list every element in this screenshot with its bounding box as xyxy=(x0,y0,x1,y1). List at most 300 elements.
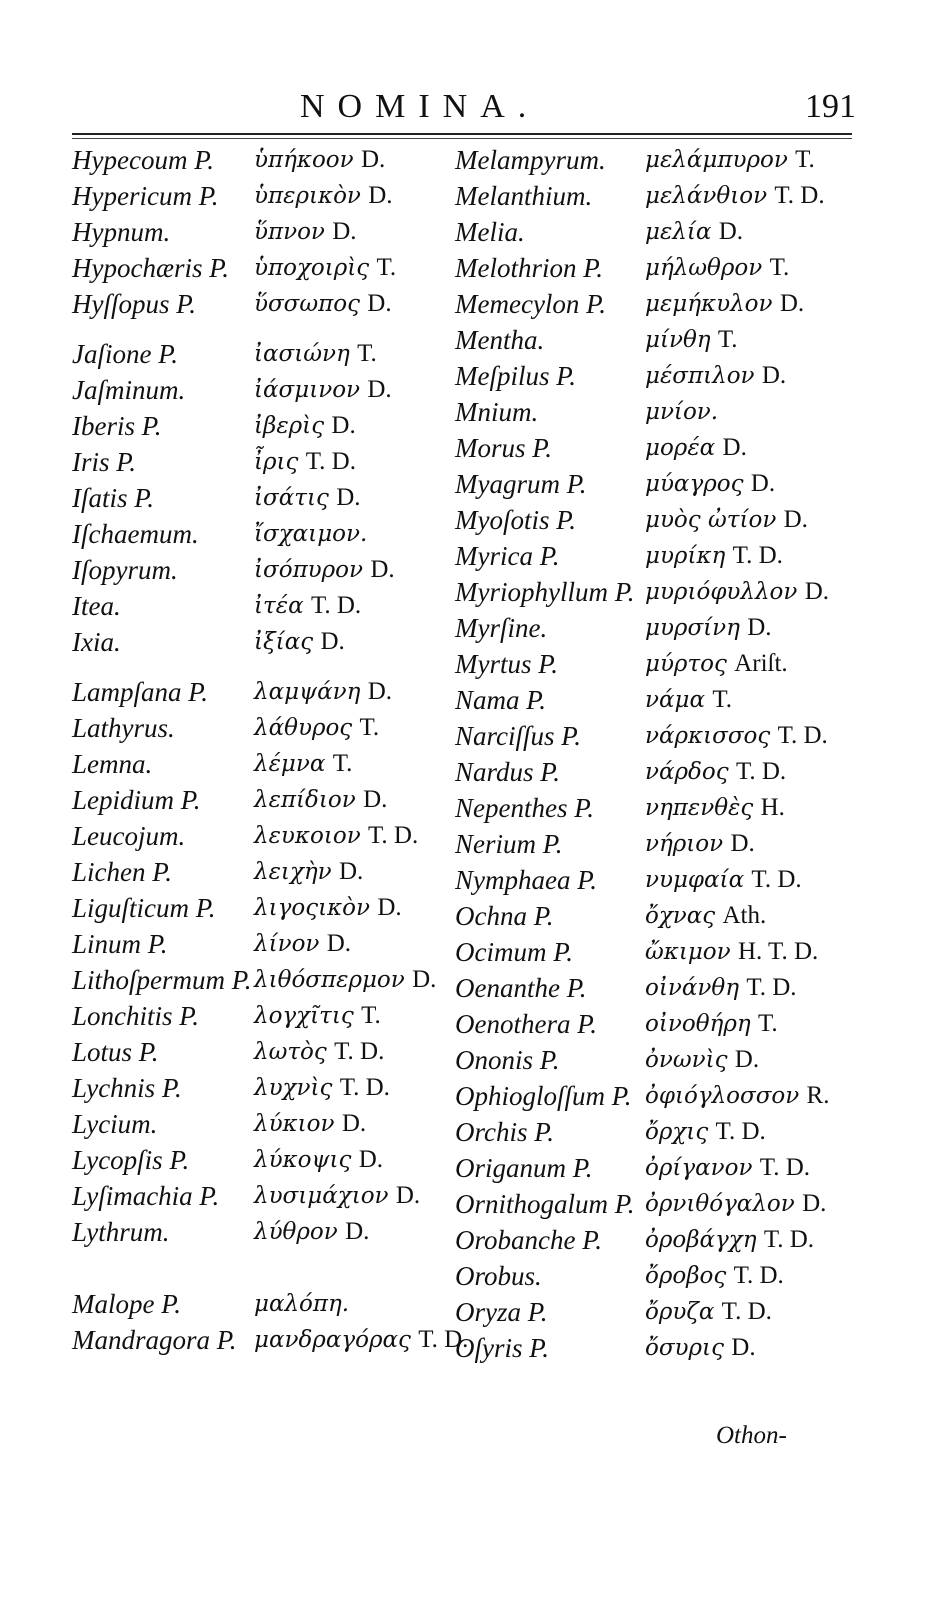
entry-row xyxy=(455,1078,855,1114)
latin-name: Lathyrus. xyxy=(72,713,175,743)
greek-name xyxy=(254,624,345,660)
latin-name: Origanum P. xyxy=(455,1153,593,1183)
latin-name: Iſopyrum. xyxy=(72,555,178,585)
entry-row xyxy=(455,862,855,898)
greek-name xyxy=(254,408,356,444)
entry-row xyxy=(455,358,855,394)
entry-row xyxy=(72,480,462,516)
catchword: Othon- xyxy=(716,1422,787,1449)
entry-row xyxy=(455,250,855,286)
greek-text: λέμνα xyxy=(254,751,326,777)
entry-row xyxy=(72,998,462,1034)
latin-name: Lythrum. xyxy=(72,1217,170,1247)
latin-name: Nerium P. xyxy=(455,829,563,859)
entry-row xyxy=(72,818,462,854)
greek-name xyxy=(645,1330,756,1366)
source-abbrev: H. xyxy=(760,794,785,821)
source-abbrev: D. xyxy=(332,218,357,245)
greek-name xyxy=(254,854,363,890)
latin-name: Myrſine. xyxy=(455,613,548,643)
greek-name xyxy=(254,890,402,926)
entry-row xyxy=(72,746,462,782)
latin-name: Hypericum P. xyxy=(72,181,219,211)
greek-name xyxy=(254,926,351,962)
entry-row xyxy=(72,674,462,710)
source-abbrev: T. D. xyxy=(418,1326,469,1353)
latin-name: Hypecoum P. xyxy=(72,145,214,175)
entry-row xyxy=(72,926,462,962)
latin-name: Lampſana P. xyxy=(72,677,209,707)
entry-row xyxy=(72,1250,462,1286)
greek-text: μυριόφυλλον xyxy=(645,579,798,605)
greek-name xyxy=(645,898,766,934)
greek-text: ἰασιώνη xyxy=(254,341,350,367)
greek-name xyxy=(254,998,381,1034)
header-rule xyxy=(72,133,852,135)
greek-name xyxy=(645,1042,759,1078)
entry-row xyxy=(72,710,462,746)
source-abbrev: R. xyxy=(806,1082,830,1109)
source-abbrev: Ath. xyxy=(722,902,767,929)
greek-name xyxy=(645,790,785,826)
greek-text: λάθυρος xyxy=(254,715,353,741)
entry-row xyxy=(72,624,462,660)
greek-text: ὑπήκοον xyxy=(254,147,354,173)
entry-row xyxy=(455,1186,855,1222)
greek-text: λιθόσπερμον xyxy=(254,967,405,993)
greek-name xyxy=(645,250,789,286)
greek-text: λύκιον xyxy=(254,1111,335,1137)
greek-name xyxy=(254,710,379,746)
latin-name: Ononis P. xyxy=(455,1045,560,1075)
greek-name xyxy=(645,826,755,862)
greek-text: μεμήκυλον xyxy=(645,291,773,317)
latin-name: Myrica P. xyxy=(455,541,560,571)
greek-name xyxy=(645,466,775,502)
greek-name xyxy=(645,574,829,610)
greek-text: μύαγρος xyxy=(645,471,744,497)
greek-name xyxy=(254,250,396,286)
entry-row xyxy=(72,890,462,926)
greek-text: λύκοψις xyxy=(254,1147,352,1173)
greek-text: μελάνθιον xyxy=(645,183,768,209)
entry-row xyxy=(455,1114,855,1150)
source-abbrev: T. D. xyxy=(732,542,783,569)
source-abbrev: T. D. xyxy=(774,182,825,209)
greek-name xyxy=(254,1106,366,1142)
source-abbrev: T. D. xyxy=(763,1226,815,1253)
greek-text: λεπίδιον xyxy=(254,787,356,813)
latin-name: Mnium. xyxy=(455,397,539,427)
greek-name xyxy=(254,818,418,854)
latin-name: Leucojum. xyxy=(72,821,186,851)
greek-text: λωτὸς xyxy=(254,1039,327,1065)
entry-row xyxy=(455,718,855,754)
greek-text: λογχῖτις xyxy=(254,1003,354,1029)
entry-row xyxy=(455,790,855,826)
greek-text: μελάμπυρον xyxy=(645,147,788,173)
source-abbrev: D. xyxy=(779,290,805,317)
latin-name: Ornithogalum P. xyxy=(455,1189,635,1219)
greek-name xyxy=(254,214,357,250)
latin-name: Lichen P. xyxy=(72,857,172,887)
entry-row xyxy=(72,1034,462,1070)
source-abbrev: D. xyxy=(363,786,388,813)
page-title: NOMINA. xyxy=(300,88,540,125)
latin-name: Memecylon P. xyxy=(455,289,606,319)
entry-row xyxy=(455,754,855,790)
entry-row xyxy=(455,1294,855,1330)
latin-name: Lyſimachia P. xyxy=(72,1181,220,1211)
greek-name xyxy=(645,718,828,754)
greek-name xyxy=(645,1078,829,1114)
latin-name: Lotus P. xyxy=(72,1037,159,1067)
source-abbrev: T. D. xyxy=(339,1074,390,1101)
source-abbrev: D. xyxy=(367,376,392,403)
latin-name: Jaſminum. xyxy=(72,375,186,405)
source-abbrev: T. D. xyxy=(715,1118,766,1145)
greek-text: λαμψάνη xyxy=(254,679,361,705)
source-abbrev: D. xyxy=(395,1182,421,1209)
greek-name xyxy=(254,444,356,480)
source-abbrev: T. xyxy=(795,146,815,173)
greek-name xyxy=(254,372,392,408)
greek-name xyxy=(645,502,808,538)
greek-name xyxy=(645,1258,784,1294)
greek-name xyxy=(645,1186,826,1222)
entry-row xyxy=(455,610,855,646)
entry-row xyxy=(72,286,462,322)
latin-name: Iris P. xyxy=(72,447,137,477)
greek-text: νήριον xyxy=(645,831,724,857)
latin-name: Ochna P. xyxy=(455,901,554,931)
greek-name xyxy=(645,754,786,790)
entry-row xyxy=(455,1222,855,1258)
greek-name xyxy=(645,1006,778,1042)
greek-text: ὄρχις xyxy=(645,1119,709,1145)
source-abbrev: D. xyxy=(722,434,747,461)
greek-name xyxy=(254,1034,384,1070)
source-abbrev: D. xyxy=(358,1146,384,1173)
entry-row xyxy=(72,336,462,372)
source-abbrev: T. D. xyxy=(735,758,787,785)
greek-name xyxy=(254,286,392,322)
source-abbrev: D. xyxy=(341,1110,367,1137)
greek-text: λυχνὶς xyxy=(254,1075,333,1101)
entry-row xyxy=(455,286,855,322)
entry-row xyxy=(72,178,462,214)
latin-name: Jaſione P. xyxy=(72,339,178,369)
latin-name: Linum P. xyxy=(72,929,168,959)
greek-name xyxy=(254,336,377,372)
latin-name: Lithoſpermum P. xyxy=(72,965,252,995)
greek-text: νάρκισσος xyxy=(645,723,771,749)
source-abbrev: D. xyxy=(731,1334,756,1361)
greek-name xyxy=(645,322,738,358)
greek-name xyxy=(254,552,395,588)
entry-row xyxy=(72,854,462,890)
greek-text: λίνον xyxy=(254,931,320,957)
greek-text: ὄρυζα xyxy=(645,1299,715,1325)
greek-name xyxy=(254,480,361,516)
greek-text: ὕπνον xyxy=(254,219,325,245)
greek-text: ὀρνιθόγαλον xyxy=(645,1191,795,1217)
greek-name xyxy=(645,142,815,178)
latin-name: Lychnis P. xyxy=(72,1073,182,1103)
source-abbrev: T. D. xyxy=(746,974,797,1001)
latin-name: Nepenthes P. xyxy=(455,793,594,823)
source-abbrev: T. D. xyxy=(759,1154,811,1181)
latin-name: Narciſſus P. xyxy=(455,721,582,751)
latin-name: Malope P. xyxy=(72,1289,181,1319)
greek-name xyxy=(254,142,385,178)
greek-name xyxy=(254,674,392,710)
latin-name: Iberis P. xyxy=(72,411,162,441)
entry-row xyxy=(72,1214,462,1250)
source-abbrev: T. xyxy=(332,750,353,777)
greek-name xyxy=(645,178,825,214)
latin-name: Oſyris P. xyxy=(455,1333,550,1363)
greek-name xyxy=(254,1142,383,1178)
entry-row xyxy=(72,408,462,444)
source-abbrev: T. D. xyxy=(733,1262,784,1289)
source-abbrev: D. xyxy=(412,966,437,993)
greek-text: μορέα xyxy=(645,435,716,461)
source-abbrev: T. xyxy=(357,340,377,367)
source-abbrev: D. xyxy=(761,362,787,389)
greek-text: μαλόπη. xyxy=(254,1291,350,1317)
greek-text: ὀροβάγχη xyxy=(645,1227,757,1253)
latin-name: Mandragora P. xyxy=(72,1325,237,1355)
entry-row xyxy=(455,466,855,502)
greek-text: ἴσχαιμον. xyxy=(254,521,368,547)
entry-row xyxy=(72,1070,462,1106)
entry-row xyxy=(455,1042,855,1078)
greek-text: μανδραγόρας xyxy=(254,1327,411,1353)
entry-row xyxy=(72,962,462,998)
source-abbrev: D. xyxy=(718,218,744,245)
greek-text: ἰξίας xyxy=(254,629,314,655)
left-column xyxy=(72,142,469,1358)
greek-text: ὀφιόγλοσσον xyxy=(645,1083,800,1109)
greek-text: λειχὴν xyxy=(254,859,332,885)
entry-row xyxy=(455,1006,855,1042)
entry-row xyxy=(455,1258,855,1294)
greek-text: νάρδος xyxy=(645,759,729,785)
greek-name xyxy=(645,1222,814,1258)
entry-row xyxy=(455,1330,855,1366)
source-abbrev: D. xyxy=(370,556,395,583)
latin-name: Meſpilus P. xyxy=(455,361,576,391)
latin-name: Lonchitis P. xyxy=(72,1001,200,1031)
latin-name: Mentha. xyxy=(455,325,545,355)
section-gap xyxy=(72,660,462,674)
latin-name: Lycopſis P. xyxy=(72,1145,190,1175)
entry-row xyxy=(72,1178,462,1214)
greek-text: νάμα xyxy=(645,687,705,713)
entry-row xyxy=(455,898,855,934)
greek-text: ὄσυρις xyxy=(645,1335,724,1361)
latin-name: Melampyrum. xyxy=(455,145,606,175)
latin-name: Ocimum P. xyxy=(455,937,573,967)
entry-row xyxy=(72,552,462,588)
source-abbrev: D. xyxy=(336,484,361,511)
entry-row xyxy=(455,502,855,538)
source-abbrev: T. D. xyxy=(368,822,419,849)
entry-row xyxy=(455,394,855,430)
greek-text: μυρσίνη xyxy=(645,615,740,641)
source-abbrev: T. xyxy=(769,254,790,281)
entry-row xyxy=(72,214,462,250)
entry-row xyxy=(455,178,855,214)
greek-text: οἰνάνθη xyxy=(645,975,739,1001)
greek-text: ὀνωνὶς xyxy=(645,1047,728,1073)
greek-text: λυσιμάχιον xyxy=(254,1183,389,1209)
latin-name: Orchis P. xyxy=(455,1117,555,1147)
greek-name xyxy=(645,682,732,718)
entry-row xyxy=(455,538,855,574)
source-abbrev: D. xyxy=(345,1218,370,1245)
greek-text: ὀρίγανον xyxy=(645,1155,753,1181)
greek-text: ὄροβος xyxy=(645,1263,727,1289)
latin-name: Liguſticum P. xyxy=(72,893,216,923)
greek-name xyxy=(645,970,797,1006)
greek-name xyxy=(254,1214,369,1250)
latin-name: Hypochæris P. xyxy=(72,253,230,283)
greek-name xyxy=(645,214,743,250)
latin-name: Ophiogloſſum P. xyxy=(455,1081,632,1111)
greek-name xyxy=(645,394,718,430)
greek-name xyxy=(645,610,772,646)
entry-row xyxy=(72,516,462,552)
source-abbrev: T. D. xyxy=(751,866,802,893)
latin-name: Nardus P. xyxy=(455,757,561,787)
greek-name xyxy=(645,1294,772,1330)
source-abbrev: T. xyxy=(717,326,738,353)
source-abbrev: D. xyxy=(367,290,392,317)
source-abbrev: T. xyxy=(359,714,380,741)
source-abbrev: D. xyxy=(730,830,755,857)
page-number: 191 xyxy=(805,88,856,125)
latin-name: Hypnum. xyxy=(72,217,171,247)
greek-text: ὤκιμον xyxy=(645,939,731,965)
greek-text: μήλωθρον xyxy=(645,255,763,281)
source-abbrev: D. xyxy=(377,894,402,921)
latin-name: Lepidium P. xyxy=(72,785,201,815)
latin-name: Orobanche P. xyxy=(455,1225,602,1255)
latin-name: Myriophyllum P. xyxy=(455,577,635,607)
greek-text: ἰβερὶς xyxy=(254,413,325,439)
latin-name: Oenanthe P. xyxy=(455,973,587,1003)
greek-text: νυμφαία xyxy=(645,867,745,893)
greek-name xyxy=(254,516,367,552)
right-column xyxy=(455,142,855,1366)
greek-name xyxy=(254,746,352,782)
source-abbrev: T. xyxy=(376,254,397,281)
latin-name: Itea. xyxy=(72,591,121,621)
greek-text: νηπενθὲς xyxy=(645,795,754,821)
latin-name: Melanthium. xyxy=(455,181,593,211)
latin-name: Myoſotis P. xyxy=(455,505,576,535)
entry-row xyxy=(455,430,855,466)
latin-name: Melia. xyxy=(455,217,525,247)
greek-text: ἶρις xyxy=(254,449,299,475)
greek-text: μυρίκη xyxy=(645,543,726,569)
greek-text: λύθρον xyxy=(254,1219,338,1245)
greek-text: ἰάσμινον xyxy=(254,377,361,403)
entry-row xyxy=(72,1106,462,1142)
latin-name: Nymphaea P. xyxy=(455,865,597,895)
source-abbrev: D. xyxy=(360,146,386,173)
source-abbrev: D. xyxy=(783,506,808,533)
entry-row xyxy=(72,1322,469,1358)
source-abbrev: D. xyxy=(338,858,364,885)
latin-name: Oenothera P. xyxy=(455,1009,597,1039)
entry-row xyxy=(455,826,855,862)
source-abbrev: Ariſt. xyxy=(734,650,788,677)
greek-name xyxy=(254,1322,468,1358)
greek-name xyxy=(645,286,804,322)
greek-name xyxy=(254,588,361,624)
entry-row xyxy=(72,782,462,818)
latin-name: Orobus. xyxy=(455,1261,542,1291)
entry-row xyxy=(72,372,462,408)
source-abbrev: T. D. xyxy=(721,1298,772,1325)
source-abbrev: D. xyxy=(802,1190,827,1217)
entry-row xyxy=(455,214,855,250)
greek-text: ἰτέα xyxy=(254,593,304,619)
source-abbrev: D. xyxy=(750,470,776,497)
greek-text: μνίον. xyxy=(645,399,719,425)
source-abbrev: D. xyxy=(320,628,345,655)
greek-text: λιγοςικὸν xyxy=(254,895,370,921)
entry-row xyxy=(72,444,462,480)
latin-name: Oryza P. xyxy=(455,1297,548,1327)
source-abbrev: T. D. xyxy=(777,722,828,749)
greek-text: ὑπερικὸν xyxy=(254,183,361,209)
greek-name xyxy=(645,862,802,898)
greek-text: ὄχνας xyxy=(645,903,716,929)
entry-row xyxy=(455,970,855,1006)
latin-name: Myrtus P. xyxy=(455,649,559,679)
greek-name xyxy=(254,1070,390,1106)
source-abbrev: D. xyxy=(734,1046,760,1073)
entry-row xyxy=(72,142,462,178)
source-abbrev: T. xyxy=(757,1010,778,1037)
latin-name: Melothrion P. xyxy=(455,253,603,283)
source-abbrev: D. xyxy=(331,412,356,439)
entry-row xyxy=(455,322,855,358)
entry-row xyxy=(455,574,855,610)
source-abbrev: T. xyxy=(712,686,732,713)
entry-row xyxy=(455,682,855,718)
greek-text: μίνθη xyxy=(645,327,711,353)
latin-name: Nama P. xyxy=(455,685,547,715)
source-abbrev: D. xyxy=(747,614,772,641)
entry-row xyxy=(72,588,462,624)
header-rule-thin xyxy=(72,138,852,139)
greek-name xyxy=(645,1150,810,1186)
latin-name: Iſatis P. xyxy=(72,483,155,513)
greek-name xyxy=(254,1178,420,1214)
source-abbrev: D. xyxy=(326,930,352,957)
greek-name xyxy=(254,962,436,998)
latin-name: Lemna. xyxy=(72,749,153,779)
greek-name xyxy=(645,1114,766,1150)
greek-text: ἰσόπυρον xyxy=(254,557,364,583)
latin-name: Hyſſopus P. xyxy=(72,289,197,319)
greek-name xyxy=(645,430,747,466)
